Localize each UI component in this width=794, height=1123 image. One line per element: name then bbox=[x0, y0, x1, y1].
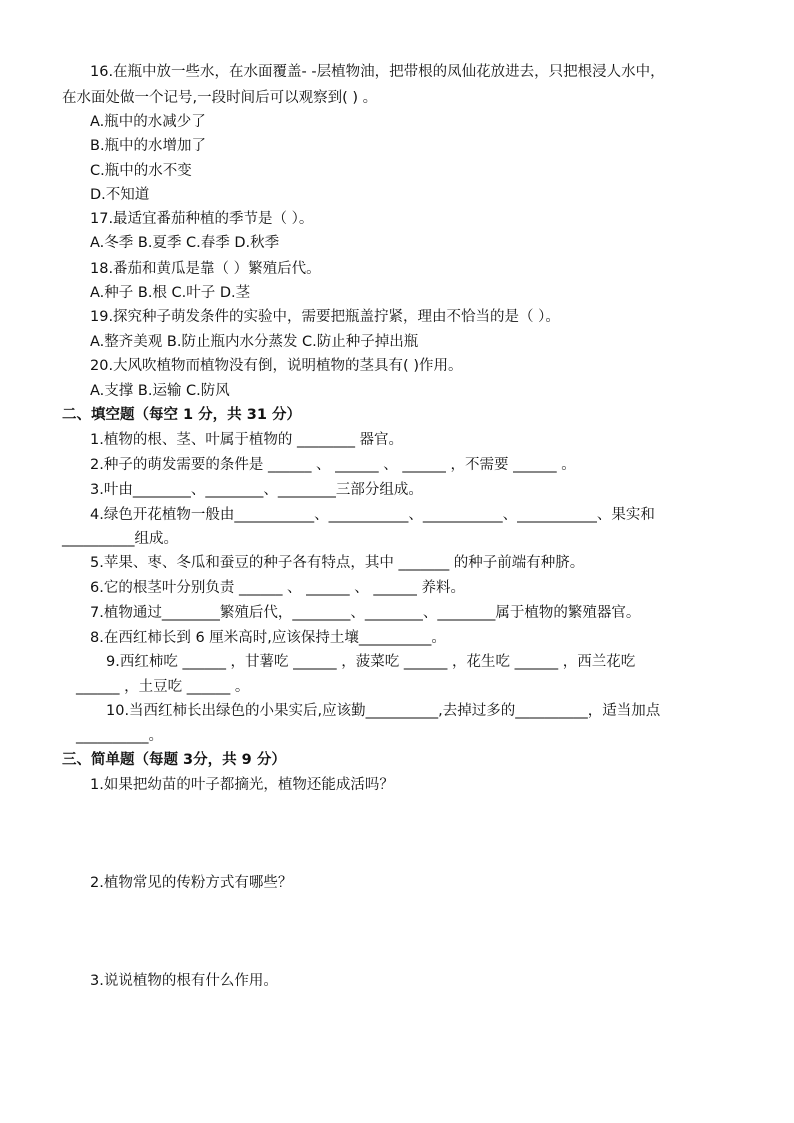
short-answer-question: 1.如果把幼苗的叶子都摘光，植物还能成活吗？ bbox=[90, 777, 394, 793]
q16-option-a: A.瓶中的水减少了 bbox=[90, 114, 206, 130]
fill-item: 10.当西红柿长出绿色的小果实后,应该勤__________,去掉过多的__________，适当加点 bbox=[106, 703, 661, 719]
fill-item: 9.西红柿吃 ______ ，甘薯吃 ______ ，菠菜吃 ______ ，花生吃 ______ ，西兰花吃 bbox=[106, 654, 636, 670]
fill-item: 1.植物的根、茎、叶属于植物的 ________ 器官。 bbox=[90, 432, 404, 448]
fill-item: 8.在西红柿长到 6 厘米高时,应该保持土壤__________。 bbox=[90, 630, 446, 646]
fill-item: 6.它的根茎叶分别负责 ______ 、 ______ 、 ______ 养料。 bbox=[90, 580, 465, 596]
section3-heading: 三、简单题（每题 3分，共 9 分） bbox=[62, 752, 286, 768]
q20-stem: 20.大风吹植物而植物没有倒，说明植物的茎具有( )作用。 bbox=[90, 358, 463, 374]
q19-options: A.整齐美观 B.防止瓶内水分蒸发 C.防止种子掉出瓶 bbox=[90, 334, 419, 350]
fill-item: 3.叶由________、________、________三部分组成。 bbox=[90, 482, 423, 498]
q16-stem-line2: 在水面处做一个记号,一段时间后可以观察到( ) 。 bbox=[62, 90, 378, 106]
q16-option-c: C.瓶中的水不变 bbox=[90, 163, 192, 179]
section2-heading: 二、填空题（每空 1 分，共 31 分） bbox=[62, 407, 301, 423]
fill-item: 7.植物通过________繁殖后代，________、________、________属于植物的繁殖器官。 bbox=[90, 605, 641, 621]
q17-stem: 17.最适宜番茄种植的季节是（ ）。 bbox=[90, 211, 314, 227]
q20-options: A.支撑 B.运输 C.防风 bbox=[90, 383, 230, 399]
q18-options: A.种子 B.根 C.叶子 D.茎 bbox=[90, 285, 251, 301]
fill-item: 2.种子的萌发需要的条件是 ______ 、 ______ 、 ______ ，不需要 ______ 。 bbox=[90, 457, 576, 473]
q16-option-d: D.不知道 bbox=[90, 187, 150, 203]
q19-stem: 19.探究种子萌发条件的实验中，需要把瓶盖拧紧，理由不恰当的是（ ）。 bbox=[90, 309, 560, 325]
fill-item-continued: __________。 bbox=[76, 728, 163, 744]
q18-stem: 18.番茄和黄瓜是靠（ ）繁殖后代。 bbox=[90, 261, 321, 277]
q16-option-b: B.瓶中的水增加了 bbox=[90, 138, 207, 154]
fill-item: 5.苹果、枣、冬瓜和蚕豆的种子各有特点，其中 _______ 的种子前端有种脐。 bbox=[90, 555, 585, 571]
fill-item: 4.绿色开花植物一般由___________、___________、___________、___________、果实和 bbox=[90, 507, 655, 523]
short-answer-question: 2.植物常见的传粉方式有哪些？ bbox=[90, 875, 293, 891]
fill-item-continued: ______ ，土豆吃 ______ 。 bbox=[76, 679, 250, 695]
q17-options: A.冬季 B.夏季 C.春季 D.秋季 bbox=[90, 235, 280, 251]
fill-item-continued: __________组成。 bbox=[62, 531, 178, 547]
short-answer-question: 3.说说植物的根有什么作用。 bbox=[90, 973, 278, 989]
q16-stem-line1: 16.在瓶中放一些水，在水面覆盖- -层植物油，把带根的凤仙花放进去，只把根浸人水中， bbox=[90, 64, 665, 80]
